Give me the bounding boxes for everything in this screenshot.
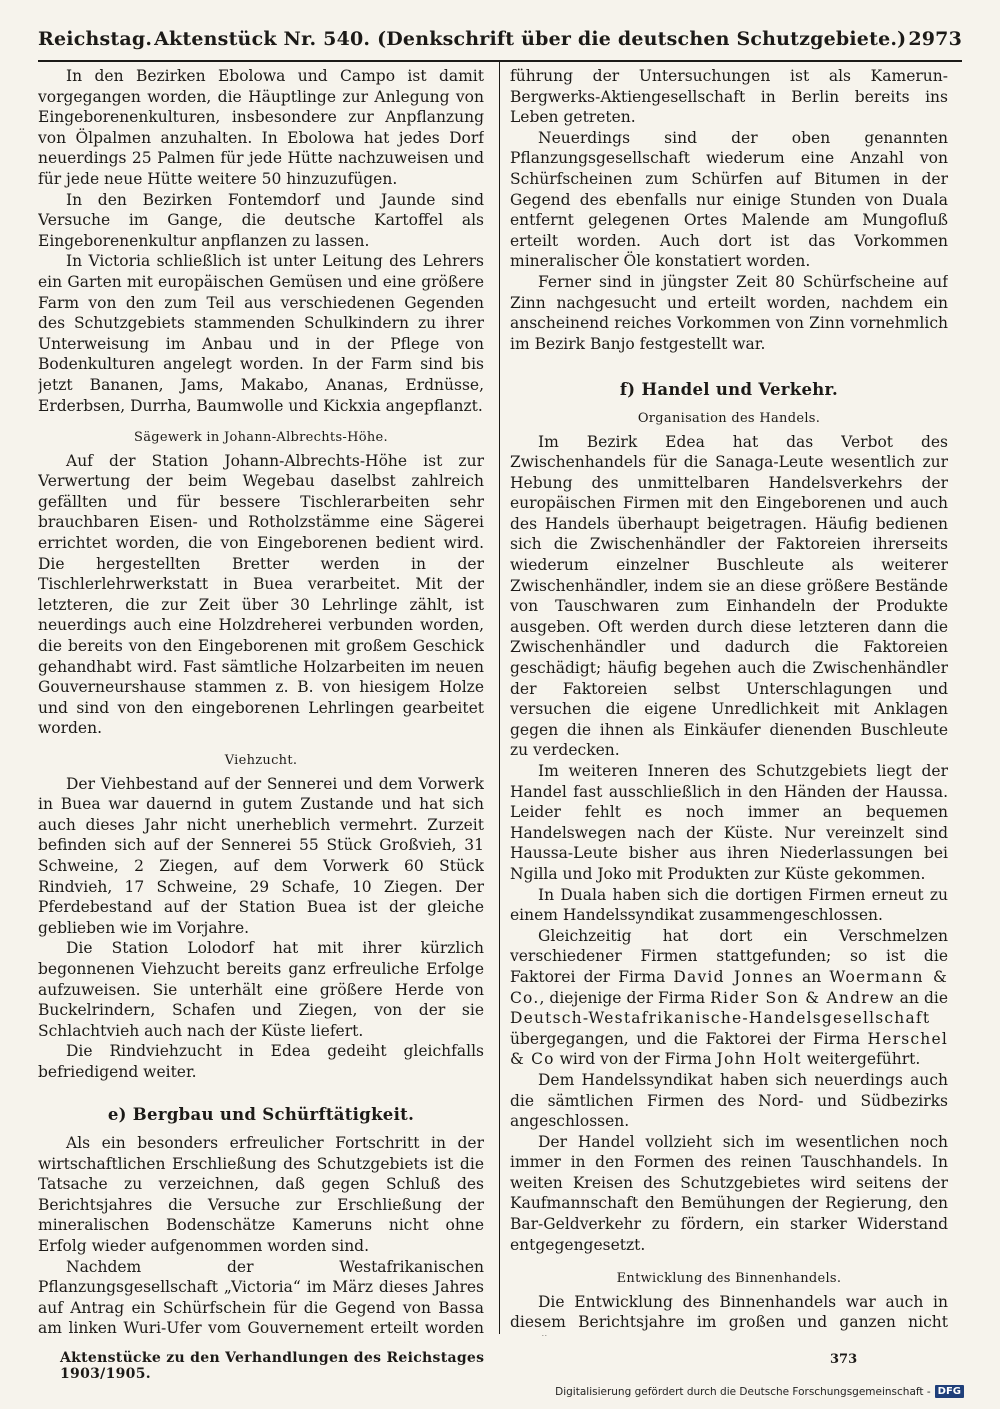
footer-title: Aktenstücke zu den Verhandlungen des Reichstages 1903/1905. [60,1350,485,1382]
header-left: Reichstag. [38,28,153,50]
firm-name: Rider Son & Andrew [710,988,895,1007]
paragraph: Dem Handelssyndikat haben sich neuerdings auch die sämtlichen Firmen des Nord- und Südbezirks angeschlossen. [510,1070,948,1131]
paragraph: Ferner sind in jüngster Zeit 80 Schürfscheine auf Zinn nachgesucht und erteilt worden, nachdem ein anscheinend reiches Vorkommen von Zinn vornehmlich im Bezirk Banjo festgestellt war. [510,272,948,353]
header-rule [38,60,962,62]
page-number: 2973 [908,28,962,50]
subheading-binnenhandel: Entwicklung des Binnenhandels. [616,1271,842,1287]
firm-name: John Holt [716,1050,802,1069]
dfg-logo-icon: DFG [935,1385,964,1398]
text-run: wird von der Firma [554,1050,717,1069]
paragraph: In Victoria schließlich ist unter Leitung des Lehrers ein Garten mit europäischen Gemüsen und eine größere Farm von den zum Teil aus verschiedenen Gegenden des Schutzgebiets stammenden Schulkindern zu ihrer Unterweisung im Anbau und in der Pflege von Bodenkulturen angelegt worden. In der Farm sind bis jetzt Bananen, Jams, Makabo, Ananas, Erdnüsse, Erderbsen, Durrha, Baumwolle und Kickxia angepflanzt. [38,252,484,415]
text-run: weitergeführt. [801,1050,921,1069]
subheading-viehzucht: Viehzucht. [224,753,298,768]
firm-name: David Jonnes [673,967,794,986]
paragraph-firms [510,926,948,1070]
left-column [38,66,484,1336]
paragraph: Die Entwicklung des Binnenhandels war auch in diesem Berichtsjahre im großen und ganzen nicht [510,1292,948,1332]
text-run: an [793,967,830,986]
page-header [38,28,962,58]
paragraph: Der Viehbestand auf der Sennerei und dem Vorwerk in Buea war dauernd in gutem Zustande und hat sich auch dieses Jahr nicht unerheblich vermehrt. Zurzeit befinden sich auf der Sennerei 55 Stück Großvieh, 31 Schweine, 2 Ziegen, auf dem Vorwerk 60 Stück Rindvieh, 17 Schweine, 29 Schafe, 10 Ziegen. Der Pferdebestand auf der Station Buea ist der gleiche geblieben wie im Vorjahre. [38,774,484,937]
digitization-text: Digitalisierung gefördert durch die Deutsche Forschungsgemeinschaft - [555,1385,931,1398]
paragraph: Auf der Station Johann-Albrechts-Höhe ist zur Verwertung der beim Wegebau daselbst zahlreich gefällten und für bessere Tischlerarbeiten sehr brauchbaren Eisen- und Rotholzstämme eine Sägerei errichtet worden, die von Eingeborenen bedient wird. Die hergestellten Bretter werden in der Tischlerlehrwerkstatt in Buea verarbeitet. Mit der letzteren, die zur Zeit über 30 Lehrlinge zählt, ist neuerdings auch eine Holzdreherei verbunden worden, die bereits von den Eingeborenen mit großem Geschick gehandhabt wird. Fast sämtliche Holzarbeiten im neuen Gouverneurshause stammen z. B. von hiesigem Holze und sind von den eingeborenen Lehrlingen gearbeitet worden. [38,451,484,738]
paragraph: Nachdem der Westafrikanischen Pflanzungsgesellschaft „Victoria“ im März dieses Jahres auf Antrag ein Schürfschein für die Gegend von Bassa am linken Wuri-Ufer vom Gouvernement erteilt worden [38,1257,484,1336]
paragraph: In Duala haben sich die dortigen Firmen erneut zu einem Handelssyndikat zusammengeschlossen. [510,885,948,925]
paragraph: In den Bezirken Fontemdorf und Jaunde sind Versuche im Gange, die deutsche Kartoffel als Eingeborenenkultur anpflanzen zu lassen. [38,190,484,250]
header-title: Aktenstück Nr. 540. (Denkschrift über die deutschen Schutzgebiete.) [154,28,907,50]
right-column [510,66,948,1336]
paragraph: Die Rindviehzucht in Edea gedeiht gleichfalls befriedigend weiter. [38,1042,484,1081]
subheading-saegewerk: Sägewerk in Johann-Albrechts-Höhe. [134,430,388,446]
text-run: Gleichzeitig hat dort ein Verschmelzen verschiedener Firmen stattgefunden; so ist die Faktorei der Firma [510,926,948,986]
text-run: übergegangen, und die Faktorei der Firma [510,1029,868,1048]
section-heading-bergbau: e) Bergbau und Schürftätigkeit. [107,1104,415,1124]
digitization-note [555,1385,964,1398]
paragraph: In den Bezirken Ebolowa und Campo ist damit vorgegangen worden, die Häuptlinge zur Anlegung von Eingeborenenkulturen, insbesondere zur Anpflanzung von Ölpalmen anzuhalten. In Ebolowa hat jedes Dorf neuerdings 25 Palmen für jede Hütte nachzuweisen und für jede neue Hütte weitere 50 hinzuzufügen. [38,67,484,188]
firm-name: Deutsch-Westafrikanische-Handelsgesellschaft [510,1009,931,1028]
paragraph: Der Handel vollzieht sich im wesentlichen noch immer in den Formen des reinen Tauschhandels. In weiten Kreisen des Schutzgebietes wird seitens der Kaufmannschaft den Bemühungen der Regierung, den Bar-Geldverkehr zu fördern, ein starker Widerstand entgegengesetzt. [510,1132,948,1254]
column-divider [499,62,500,1334]
paragraph: Neuerdings sind der oben genannten Pflanzungsgesellschaft wiederum eine Anzahl von Schürfscheinen zum Schürfen auf Bitumen in der Gegend des ebenfalls nur einige Stunden von Duala entfernt gelegenen Ortes Malende am Mungofluß erteilt worden. Auch dort ist das Vorkommen mineralischer Öle konstatiert worden. [510,128,948,271]
signature-mark: 373 [830,1352,858,1367]
text-run: , diejenige der Firma [539,988,711,1007]
paragraph-continued: führung der Untersuchungen ist als Kamerun-Bergwerks-Aktiengesellschaft in Berlin bereits ins Leben getreten. [510,67,948,127]
firm-name: Woermann & Co. [510,967,948,1007]
paragraph: Die Station Lolodorf hat mit ihrer kürzlich begonnenen Viehzucht bereits ganz erfreuliche Erfolge aufzuweisen. Sie unterhält eine größere Herde von Buckelrindern, Schafen und Ziegen, von der sie Schlachtvieh auch nach der Küste liefert. [38,939,484,1040]
firm-name: Herschel & Co [510,1029,948,1069]
paragraph: Im Bezirk Edea hat das Verbot des Zwischenhandels für die Sanaga-Leute wesentlich zur Hebung des unmittelbaren Handelsverkehrs der europäischen Firmen mit den Eingeborenen und auch des Handels überhaupt beigetragen. Häufig bedienen sich die Zwischenhändler der Faktoreien ihrerseits wiederum einzelner Buschleute als weiterer Zwischenhändler, indem sie an diese größere Bestände von Tauschwaren zum Einhandeln der Produkte ausgeben. Oft werden durch diese letzteren dann die Zwischenhändler und dadurch die Faktoreien geschädigt; häufig begehen auch die Zwischenhändler der Faktoreien selbst Unterschlagungen und versuchen die eigene Unredlichkeit mit Anklagen gegen die ihnen als Einkäufer dienenden Buschleute zu verdecken. [510,432,948,760]
paragraph: Im weiteren Inneren des Schutzgebiets liegt der Handel fast ausschließlich in den Händen der Haussa. Leider fehlt es noch immer an bequemen Handelswegen nach der Küste. Nur vereinzelt sind Haussa-Leute bisher aus ihren Niederlassungen bei Ngilla und Joko mit Produkten zur Küste gekommen. [510,762,948,883]
section-heading-handel: f) Handel und Verkehr. [619,380,839,400]
text-run: an die [894,988,948,1007]
paragraph: Als ein besonders erfreulicher Fortschritt in der wirtschaftlichen Erschließung des Schutzgebiets ist die Tatsache zu verzeichnen, daß gegen Schluß des Berichtsjahres die Versuche zur Erschließung der mineralischen Bodenschätze Kameruns nicht ohne Erfolg wieder aufgenommen worden sind. [38,1134,484,1256]
subheading-organisation: Organisation des Handels. [637,410,821,426]
